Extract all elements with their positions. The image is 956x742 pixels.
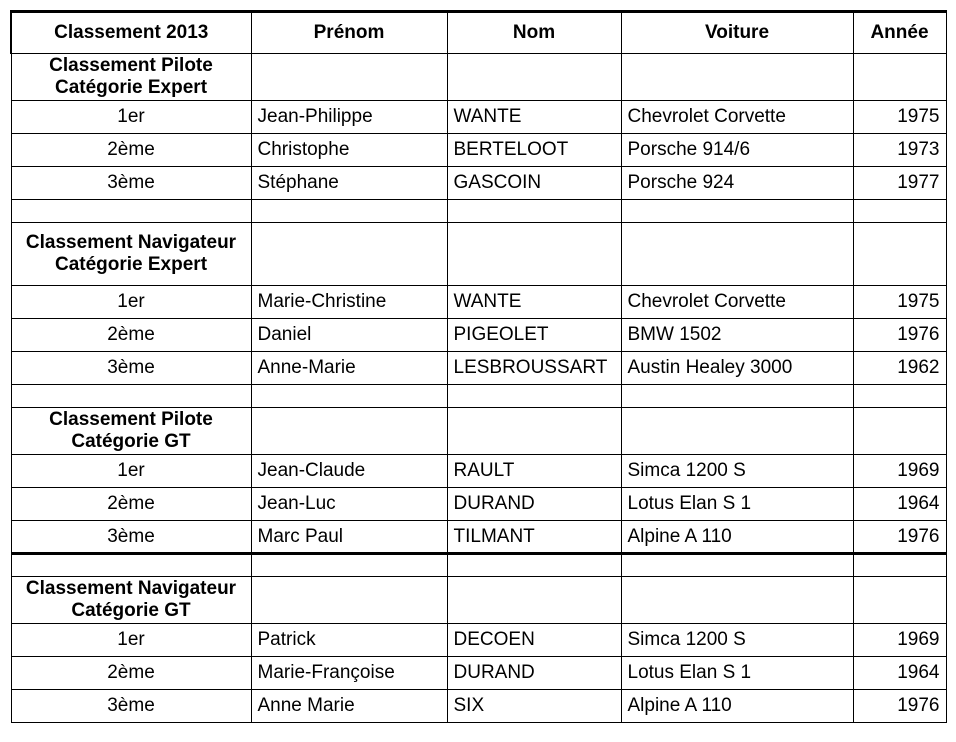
annee-cell: 1977 (853, 167, 946, 200)
nom-cell: SIX (447, 690, 621, 723)
rank-cell: 3ème (11, 352, 251, 385)
rank-cell: 1er (11, 455, 251, 488)
table-row (11, 657, 946, 690)
table-row (11, 455, 946, 488)
section-title-row (11, 577, 946, 624)
section-title-row (11, 54, 946, 101)
header-voiture: Voiture (621, 12, 853, 54)
prenom-cell: Anne-Marie (251, 352, 447, 385)
annee-cell: 1969 (853, 624, 946, 657)
section-title-row (11, 223, 946, 286)
rank-cell: 2ème (11, 134, 251, 167)
annee-cell: 1973 (853, 134, 946, 167)
nom-cell: RAULT (447, 455, 621, 488)
nom-cell: PIGEOLET (447, 319, 621, 352)
table-row (11, 167, 946, 200)
annee-cell: 1975 (853, 286, 946, 319)
nom-cell: BERTELOOT (447, 134, 621, 167)
rank-cell: 1er (11, 101, 251, 134)
voiture-cell: Alpine A 110 (621, 521, 853, 554)
voiture-cell: BMW 1502 (621, 319, 853, 352)
prenom-cell: Jean-Luc (251, 488, 447, 521)
table-row (11, 286, 946, 319)
nom-cell: TILMANT (447, 521, 621, 554)
voiture-cell: Alpine A 110 (621, 690, 853, 723)
nom-cell: WANTE (447, 286, 621, 319)
table-row (11, 134, 946, 167)
spacer-row (11, 385, 946, 408)
section-title: Classement Navigateur Catégorie GT (11, 577, 251, 624)
table-row (11, 101, 946, 134)
spacer-row (11, 554, 946, 577)
header-row (11, 12, 946, 54)
table-row (11, 690, 946, 723)
annee-cell: 1964 (853, 657, 946, 690)
voiture-cell: Simca 1200 S (621, 624, 853, 657)
voiture-cell: Lotus Elan S 1 (621, 488, 853, 521)
prenom-cell: Stéphane (251, 167, 447, 200)
nom-cell: LESBROUSSART (447, 352, 621, 385)
spacer-row (11, 200, 946, 223)
prenom-cell: Jean-Philippe (251, 101, 447, 134)
table-row (11, 521, 946, 554)
nom-cell: GASCOIN (447, 167, 621, 200)
header-classement: Classement 2013 (11, 12, 251, 54)
rank-cell: 3ème (11, 167, 251, 200)
annee-cell: 1976 (853, 319, 946, 352)
rank-cell: 1er (11, 286, 251, 319)
prenom-cell: Marc Paul (251, 521, 447, 554)
prenom-cell: Marie-Christine (251, 286, 447, 319)
section-title: Classement Pilote Catégorie Expert (11, 54, 251, 101)
nom-cell: DECOEN (447, 624, 621, 657)
rank-cell: 2ème (11, 319, 251, 352)
prenom-cell: Jean-Claude (251, 455, 447, 488)
voiture-cell: Chevrolet Corvette (621, 101, 853, 134)
voiture-cell: Austin Healey 3000 (621, 352, 853, 385)
header-nom: Nom (447, 12, 621, 54)
prenom-cell: Anne Marie (251, 690, 447, 723)
annee-cell: 1962 (853, 352, 946, 385)
annee-cell: 1975 (853, 101, 946, 134)
section-title: Classement Navigateur Catégorie Expert (11, 223, 251, 286)
rank-cell: 3ème (11, 690, 251, 723)
header-annee: Année (853, 12, 946, 54)
annee-cell: 1976 (853, 521, 946, 554)
section-title-row (11, 408, 946, 455)
section-title: Classement Pilote Catégorie GT (11, 408, 251, 455)
nom-cell: WANTE (447, 101, 621, 134)
voiture-cell: Porsche 924 (621, 167, 853, 200)
rank-cell: 1er (11, 624, 251, 657)
annee-cell: 1969 (853, 455, 946, 488)
rank-cell: 3ème (11, 521, 251, 554)
table-row (11, 319, 946, 352)
voiture-cell: Simca 1200 S (621, 455, 853, 488)
prenom-cell: Marie-Françoise (251, 657, 447, 690)
prenom-cell: Patrick (251, 624, 447, 657)
prenom-cell: Daniel (251, 319, 447, 352)
table-row (11, 352, 946, 385)
rank-cell: 2ème (11, 657, 251, 690)
table-row (11, 624, 946, 657)
annee-cell: 1964 (853, 488, 946, 521)
nom-cell: DURAND (447, 488, 621, 521)
table-row (11, 488, 946, 521)
rank-cell: 2ème (11, 488, 251, 521)
voiture-cell: Chevrolet Corvette (621, 286, 853, 319)
annee-cell: 1976 (853, 690, 946, 723)
nom-cell: DURAND (447, 657, 621, 690)
prenom-cell: Christophe (251, 134, 447, 167)
header-prenom: Prénom (251, 12, 447, 54)
results-table (10, 10, 947, 723)
voiture-cell: Porsche 914/6 (621, 134, 853, 167)
voiture-cell: Lotus Elan S 1 (621, 657, 853, 690)
